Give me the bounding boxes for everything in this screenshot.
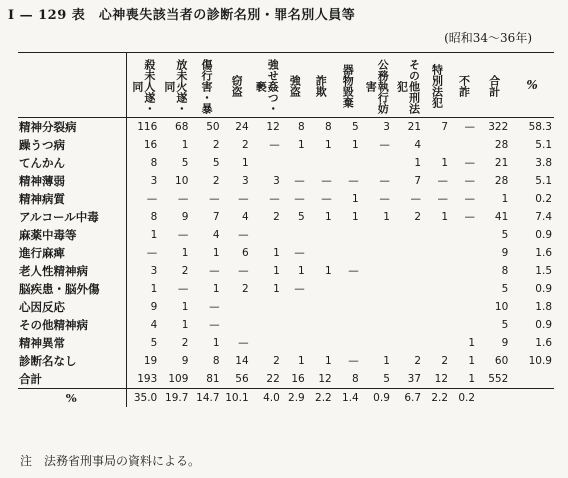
- table-cell: 1: [273, 283, 280, 295]
- table-cell: 10.1: [225, 392, 249, 404]
- table-cell: [334, 280, 361, 298]
- table-cell: 5: [150, 337, 158, 349]
- row-label: 進行麻痺: [18, 244, 126, 262]
- table-cell: —: [294, 247, 305, 259]
- table-cell: [423, 280, 450, 298]
- table-cell: 116: [137, 121, 158, 133]
- table-title: I — 129 表 心神喪失該当者の診断名別・罪名別人員等: [8, 8, 356, 23]
- column-header-label: その他刑法犯: [395, 58, 421, 114]
- table-cell: —: [294, 193, 305, 205]
- table-cell: 2: [441, 355, 449, 367]
- table-cell: 1: [383, 211, 390, 223]
- column-header-label: 詐欺: [314, 75, 328, 97]
- table-cell: [477, 389, 510, 408]
- table-cell: [423, 334, 450, 352]
- table-cell: —: [379, 139, 390, 151]
- table-cell: 322: [488, 121, 509, 133]
- table-cell: 19.7: [165, 392, 189, 404]
- table-cell: [361, 280, 392, 298]
- table-cell: [282, 316, 307, 334]
- table-cell: [361, 154, 392, 172]
- table-cell: [361, 334, 392, 352]
- column-header-label: %: [526, 78, 538, 92]
- table-cell: 1.8: [535, 301, 552, 313]
- table-cell: [282, 334, 307, 352]
- table-cell: 19: [143, 355, 158, 367]
- table-cell: 1.6: [535, 337, 552, 349]
- column-header: [307, 53, 334, 118]
- table-cell: [361, 226, 392, 244]
- table-cell: 3: [150, 175, 158, 187]
- table-cell: 552: [477, 370, 510, 389]
- table-cell: [450, 244, 477, 262]
- table-cell: 50: [206, 121, 220, 133]
- table-cell: 56: [222, 370, 251, 389]
- period-label: (昭和34〜36年): [444, 31, 532, 45]
- table-row: [18, 118, 554, 137]
- column-header: [126, 53, 159, 118]
- table-cell: 2: [181, 265, 189, 277]
- table-row: [18, 352, 554, 370]
- table-row: [18, 262, 554, 280]
- table-cell: 4: [212, 229, 220, 241]
- table-cell: 5.1: [535, 139, 552, 151]
- table-cell: 109: [159, 370, 190, 389]
- column-header: [190, 53, 221, 118]
- table-cell: [450, 316, 477, 334]
- table-cell: 1: [352, 139, 359, 151]
- table-cell: [450, 226, 477, 244]
- column-header-label: 傷行害・暴: [199, 58, 213, 114]
- table-cell: [282, 226, 307, 244]
- table-cell: [334, 334, 361, 352]
- table-cell: [334, 154, 361, 172]
- table-cell: —: [177, 193, 189, 205]
- table-row: [18, 334, 554, 352]
- table-cell: 2: [212, 139, 220, 151]
- table-cell: 0.2: [458, 392, 476, 404]
- table-cell: 2: [241, 283, 249, 295]
- table-cell: 16: [282, 370, 307, 389]
- column-header-label: 強せ姦つ・褻: [254, 58, 280, 114]
- table-cell: [361, 298, 392, 316]
- column-header: [477, 53, 510, 118]
- table-cell: 1: [325, 211, 332, 223]
- column-header-label: 器物毀棄: [341, 64, 355, 108]
- table-cell: —: [209, 265, 220, 277]
- row-header-cell: [18, 53, 126, 118]
- table-cell: [282, 298, 307, 316]
- table-cell: 35.0: [133, 392, 158, 404]
- table-cell: —: [321, 175, 332, 187]
- table-cell: 0.9: [535, 229, 552, 241]
- table-cell: —: [464, 157, 476, 169]
- row-label: %: [18, 389, 126, 408]
- table-cell: 12: [266, 121, 280, 133]
- table-cell: [334, 316, 361, 334]
- column-header-label: 合計: [487, 75, 501, 97]
- table-cell: 1: [273, 247, 280, 259]
- table-cell: 8: [501, 265, 509, 277]
- column-header: [334, 53, 361, 118]
- table-cell: [307, 334, 334, 352]
- table-cell: [307, 244, 334, 262]
- table-cell: 37: [392, 370, 423, 389]
- table-cell: 8: [298, 121, 305, 133]
- table-cell: 21: [494, 157, 509, 169]
- column-header: [222, 53, 251, 118]
- table-cell: 2: [212, 175, 220, 187]
- row-label: 躁うつ病: [18, 136, 126, 154]
- table-cell: [392, 298, 423, 316]
- table-cell: 0.9: [373, 392, 390, 404]
- table-cell: —: [209, 193, 220, 205]
- table-cell: 2: [181, 337, 189, 349]
- table-cell: 1: [414, 157, 422, 169]
- column-header-label: 不詐: [457, 75, 471, 97]
- column-header: [510, 53, 554, 118]
- table-cell: 1: [383, 355, 390, 367]
- table-cell: 10: [175, 175, 189, 187]
- table-cell: 1.4: [342, 392, 359, 404]
- table-cell: [251, 226, 282, 244]
- table-cell: —: [464, 211, 476, 223]
- table-cell: 1: [325, 265, 332, 277]
- table-cell: [307, 280, 334, 298]
- table-cell: 1.5: [535, 265, 552, 277]
- table-cell: 4: [150, 319, 158, 331]
- table-cell: 16: [143, 139, 158, 151]
- column-header: [450, 53, 477, 118]
- table-cell: 1: [441, 157, 449, 169]
- table-cell: 12: [423, 370, 450, 389]
- table-cell: 41: [494, 211, 509, 223]
- table-cell: 1: [468, 355, 476, 367]
- table-cell: 10.9: [528, 355, 552, 367]
- table-cell: 2: [273, 355, 280, 367]
- table-cell: 8: [150, 211, 158, 223]
- table-cell: [307, 316, 334, 334]
- table-cell: 3: [383, 121, 390, 133]
- table-cell: 1: [352, 211, 359, 223]
- table-cell: [222, 316, 251, 334]
- table-cell: —: [437, 193, 449, 205]
- table-cell: 60: [494, 355, 509, 367]
- table-cell: 2: [241, 139, 249, 151]
- table-cell: 1: [150, 283, 158, 295]
- table-cell: 5: [501, 283, 509, 295]
- table-row: [18, 370, 554, 389]
- table-cell: —: [379, 193, 390, 205]
- table-cell: —: [238, 229, 249, 241]
- table-cell: 0.9: [535, 319, 552, 331]
- table-row: [18, 226, 554, 244]
- table-cell: [251, 298, 282, 316]
- table-cell: [251, 334, 282, 352]
- table-cell: [361, 316, 392, 334]
- column-header: [159, 53, 190, 118]
- table-cell: —: [294, 283, 305, 295]
- table-cell: —: [209, 319, 220, 331]
- table-cell: 2: [273, 211, 280, 223]
- table-cell: 1: [325, 355, 332, 367]
- row-label: アルコール中毒: [18, 208, 126, 226]
- statistics-table: [18, 52, 554, 407]
- table-cell: [423, 244, 450, 262]
- table-cell: —: [146, 193, 158, 205]
- table-cell: 3: [273, 175, 280, 187]
- table-cell: —: [464, 175, 476, 187]
- column-header-label: 公務執行妨害: [364, 58, 390, 114]
- table-cell: 1: [212, 247, 220, 259]
- table-cell: [307, 298, 334, 316]
- table-cell: 1: [181, 319, 189, 331]
- table-cell: 5: [181, 157, 189, 169]
- table-cell: —: [321, 193, 332, 205]
- table-cell: 3.8: [535, 157, 552, 169]
- table-cell: —: [348, 265, 359, 277]
- table-cell: —: [146, 247, 158, 259]
- table-cell: [423, 226, 450, 244]
- table-cell: 9: [181, 211, 189, 223]
- table-cell: [392, 244, 423, 262]
- table-cell: —: [269, 193, 280, 205]
- row-label: てんかん: [18, 154, 126, 172]
- table-cell: [510, 389, 554, 408]
- column-header-label: 窃盗: [230, 75, 244, 97]
- table-cell: [392, 334, 423, 352]
- table-cell: 1: [150, 229, 158, 241]
- table-cell: [334, 298, 361, 316]
- table-cell: [361, 244, 392, 262]
- table-cell: 8: [325, 121, 332, 133]
- table-cell: —: [238, 337, 249, 349]
- table-cell: 1: [298, 139, 305, 151]
- table-cell: 0.2: [535, 193, 552, 205]
- row-label: 脳疾患・脳外傷: [18, 280, 126, 298]
- column-header-label: 殺未人遂・同: [130, 58, 156, 114]
- table-cell: 6: [241, 247, 249, 259]
- table-row: [18, 172, 554, 190]
- table-cell: —: [410, 193, 422, 205]
- table-cell: 1: [273, 265, 280, 277]
- column-header-label: 強盗: [288, 75, 302, 97]
- table-cell: [423, 262, 450, 280]
- table-cell: 6.7: [404, 392, 422, 404]
- row-label: 心因反応: [18, 298, 126, 316]
- table-cell: 28: [494, 139, 509, 151]
- column-header: [251, 53, 282, 118]
- row-label: 合計: [18, 370, 126, 389]
- table-cell: [423, 316, 450, 334]
- table-cell: 24: [235, 121, 249, 133]
- row-label: 老人性精神病: [18, 262, 126, 280]
- table-cell: 9: [501, 247, 509, 259]
- table-cell: —: [294, 175, 305, 187]
- table-cell: 1: [212, 337, 220, 349]
- table-cell: [392, 226, 423, 244]
- table-cell: [392, 280, 423, 298]
- table-cell: 1: [352, 193, 359, 205]
- table-cell: 7.4: [535, 211, 552, 223]
- table-cell: —: [464, 193, 476, 205]
- table-cell: 1: [298, 355, 305, 367]
- table-cell: [510, 370, 554, 389]
- table-row: [18, 190, 554, 208]
- column-header: [423, 53, 450, 118]
- table-cell: —: [238, 193, 249, 205]
- row-label: 精神異常: [18, 334, 126, 352]
- table-cell: 5.1: [535, 175, 552, 187]
- row-label: 麻薬中毒等: [18, 226, 126, 244]
- table-cell: [251, 154, 282, 172]
- table-cell: [423, 136, 450, 154]
- table-cell: 1: [181, 247, 189, 259]
- table-cell: [392, 262, 423, 280]
- table-cell: —: [437, 175, 449, 187]
- table-cell: 10: [494, 301, 509, 313]
- table-cell: 1: [298, 265, 305, 277]
- table-cell: 5: [352, 121, 359, 133]
- table-cell: 1: [325, 139, 332, 151]
- table-cell: 5: [361, 370, 392, 389]
- table-row: [18, 280, 554, 298]
- table-row: [18, 208, 554, 226]
- table-header: [18, 53, 554, 118]
- table-cell: —: [348, 175, 359, 187]
- table-cell: 193: [126, 370, 159, 389]
- table-cell: 8: [212, 355, 220, 367]
- table-cell: 7: [212, 211, 220, 223]
- table-row: [18, 154, 554, 172]
- table-cell: 12: [307, 370, 334, 389]
- table-row: [18, 389, 554, 408]
- table-cell: 9: [501, 337, 509, 349]
- table-cell: —: [238, 265, 249, 277]
- table-cell: —: [269, 139, 280, 151]
- table-cell: [282, 154, 307, 172]
- table-cell: 28: [494, 175, 509, 187]
- table-cell: 4.0: [263, 392, 280, 404]
- column-header: [361, 53, 392, 118]
- table-cell: 5: [501, 229, 509, 241]
- table-body: [18, 118, 554, 408]
- table-cell: 2.9: [288, 392, 305, 404]
- table-cell: 0.9: [535, 283, 552, 295]
- table-cell: [251, 316, 282, 334]
- table-cell: 14: [235, 355, 249, 367]
- table-cell: —: [464, 121, 476, 133]
- table-row: [18, 244, 554, 262]
- table-cell: 8: [150, 157, 158, 169]
- table-cell: —: [177, 283, 189, 295]
- table-cell: 5: [212, 157, 220, 169]
- column-header: [392, 53, 423, 118]
- source-note: 注 法務省刑事局の資料による。: [20, 454, 201, 468]
- table-cell: 2.2: [315, 392, 332, 404]
- table-cell: 81: [190, 370, 221, 389]
- table-cell: —: [177, 229, 189, 241]
- table-cell: 3: [241, 175, 249, 187]
- table-cell: 5: [298, 211, 305, 223]
- table-cell: [307, 226, 334, 244]
- table-cell: 2: [414, 355, 422, 367]
- table-cell: 21: [407, 121, 422, 133]
- row-label: その他精神病: [18, 316, 126, 334]
- table-row: [18, 316, 554, 334]
- table-cell: 1: [501, 193, 509, 205]
- column-header: [282, 53, 307, 118]
- table-cell: 68: [175, 121, 189, 133]
- table-cell: 1: [241, 157, 249, 169]
- table-cell: 3: [150, 265, 158, 277]
- table-cell: 1: [212, 283, 220, 295]
- table-cell: [450, 280, 477, 298]
- table-cell: 7: [414, 175, 422, 187]
- table-cell: [222, 298, 251, 316]
- table-cell: 2.2: [431, 392, 449, 404]
- table-cell: [361, 262, 392, 280]
- column-header-label: 放未火遂・同: [162, 58, 188, 114]
- row-label: 精神分裂病: [18, 118, 126, 137]
- table-cell: 4: [414, 139, 422, 151]
- table-cell: 1: [181, 301, 189, 313]
- table-cell: —: [348, 355, 359, 367]
- table-cell: 4: [241, 211, 249, 223]
- row-label: 診断名なし: [18, 352, 126, 370]
- table-cell: 7: [441, 121, 449, 133]
- table-cell: 14.7: [196, 392, 220, 404]
- table-cell: [307, 154, 334, 172]
- table-cell: 8: [334, 370, 361, 389]
- table-cell: 1: [441, 211, 449, 223]
- table-cell: —: [209, 301, 220, 313]
- row-label: 精神病質: [18, 190, 126, 208]
- table-cell: [450, 136, 477, 154]
- table-cell: [423, 298, 450, 316]
- table-row: [18, 136, 554, 154]
- table-cell: [450, 262, 477, 280]
- table-cell: 22: [251, 370, 282, 389]
- column-header-label: 特別法犯: [430, 64, 444, 108]
- table-cell: 5: [501, 319, 509, 331]
- table-cell: 1: [181, 139, 189, 151]
- table-row: [18, 298, 554, 316]
- table-cell: 2: [414, 211, 422, 223]
- table-cell: 1.6: [535, 247, 552, 259]
- table-cell: [334, 226, 361, 244]
- row-label: 精神薄弱: [18, 172, 126, 190]
- table-cell: 1: [450, 370, 477, 389]
- table-cell: [450, 298, 477, 316]
- table-cell: 58.3: [528, 121, 552, 133]
- table-cell: 9: [150, 301, 158, 313]
- table-cell: 9: [181, 355, 189, 367]
- table-cell: 1: [468, 337, 476, 349]
- table-cell: [334, 244, 361, 262]
- table-cell: —: [379, 175, 390, 187]
- header-row: [18, 53, 554, 118]
- table-cell: [392, 316, 423, 334]
